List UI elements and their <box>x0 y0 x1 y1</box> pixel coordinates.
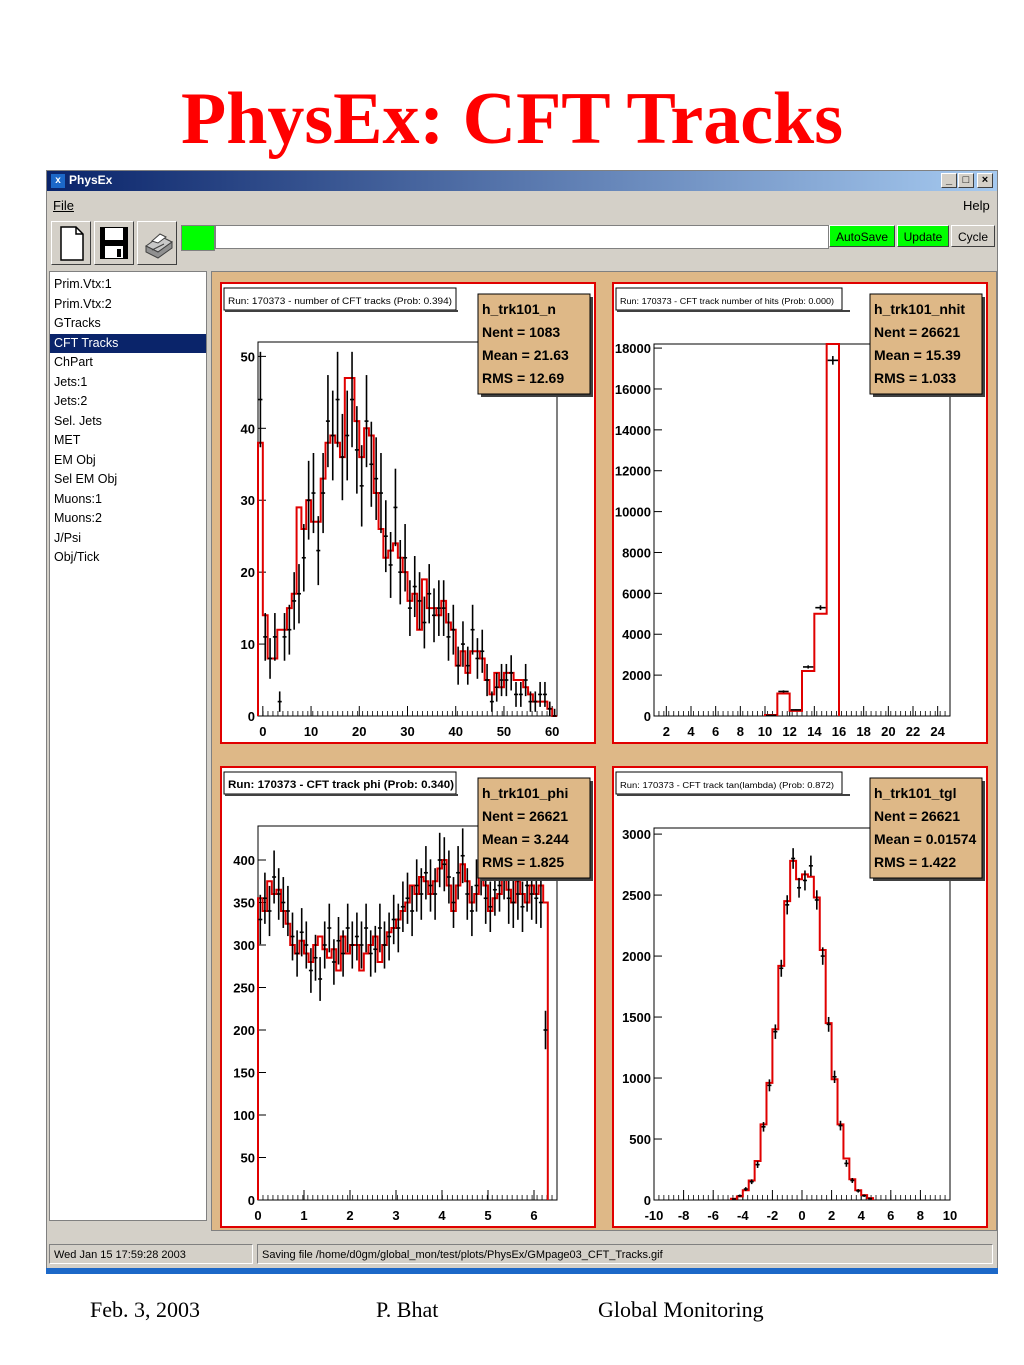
data-point <box>756 1161 760 1168</box>
stats-name: h_trk101_tgl <box>874 785 957 801</box>
x-tick-label: 3 <box>392 1208 400 1223</box>
close-icon[interactable]: × <box>977 173 993 188</box>
data-point <box>809 856 813 876</box>
x-tick-label: -4 <box>737 1208 749 1223</box>
plot-title-box <box>224 288 458 311</box>
reference-histogram-line <box>765 344 839 716</box>
x-tick-label: 5 <box>484 1208 492 1223</box>
data-point <box>485 664 489 696</box>
page-list-item[interactable]: Muons:1 <box>54 491 102 506</box>
data-point <box>815 605 825 610</box>
data-point <box>553 709 557 716</box>
data-point <box>779 960 783 977</box>
data-point <box>833 1071 837 1083</box>
data-point <box>326 375 330 467</box>
x-tick-label: 0 <box>798 1208 806 1223</box>
data-point <box>384 500 388 572</box>
data-point <box>785 895 789 914</box>
stats-rms: RMS = 1.825 <box>482 854 565 870</box>
data-point <box>277 868 281 920</box>
stats-nent: Nent = 26621 <box>874 808 960 824</box>
data-point <box>767 1079 771 1091</box>
plot-pad-tanlambda[interactable] <box>612 766 988 1228</box>
page-list-item[interactable]: EM Obj <box>54 452 96 467</box>
x-tick-label: 24 <box>930 724 945 739</box>
page-list-item[interactable]: Sel. Jets <box>54 413 102 428</box>
x-tick-label: 2 <box>827 1208 836 1223</box>
y-tick-label: 0 <box>643 709 651 724</box>
x-tick-label: 6 <box>530 1208 538 1223</box>
data-point <box>773 1024 777 1038</box>
data-point <box>466 647 470 685</box>
y-tick-label: 2000 <box>622 668 651 684</box>
x-tick-label: 14 <box>807 724 822 739</box>
data-point <box>791 848 795 869</box>
plot-frame <box>654 344 950 716</box>
stats-mean: Mean = 0.01574 <box>874 831 977 847</box>
slide-divider <box>46 1268 998 1274</box>
footer-topic: Global Monitoring <box>598 1297 764 1322</box>
x-tick-label: 6 <box>712 724 720 739</box>
data-point <box>350 921 354 968</box>
page-list-item[interactable]: Sel EM Obj <box>54 472 118 486</box>
minimize-icon[interactable]: _ <box>941 173 957 188</box>
x-tick-label: 20 <box>352 724 367 739</box>
plot-title-box <box>616 772 850 795</box>
data-point <box>451 605 455 655</box>
cycle-button[interactable]: Cycle <box>951 225 995 247</box>
x-tick-label: 18 <box>856 724 871 739</box>
status-datetime: Wed Jan 15 17:59:28 2003 <box>49 1244 253 1264</box>
y-tick-label: 400 <box>233 853 255 868</box>
data-point <box>374 437 378 520</box>
data-point <box>263 613 267 661</box>
x-tick-label: 12 <box>782 724 797 739</box>
plot-title-box <box>616 288 850 311</box>
x-tick-label: -6 <box>707 1208 719 1223</box>
page-list-item[interactable]: MET <box>54 433 81 447</box>
page-list-item[interactable]: GTracks <box>54 316 101 330</box>
reference-histogram-line <box>731 861 873 1200</box>
histogram-svg <box>222 768 594 1226</box>
data-point <box>387 913 391 961</box>
y-tick-label: 16000 <box>614 381 651 397</box>
stats-name: h_trk101_phi <box>482 785 569 801</box>
data-point <box>350 352 354 447</box>
progress-bar <box>215 225 829 249</box>
data-point <box>415 859 419 911</box>
page-list <box>49 271 207 1221</box>
y-tick-label: 14000 <box>614 422 651 438</box>
x-tick-label: 4 <box>857 1208 865 1223</box>
data-point <box>803 665 813 668</box>
data-point <box>408 580 412 636</box>
data-point <box>504 664 508 696</box>
update-button[interactable]: Update <box>897 225 949 247</box>
data-point <box>838 1121 842 1131</box>
data-point <box>345 391 349 481</box>
save-button[interactable] <box>94 221 134 265</box>
y-tick-label: 1000 <box>622 1071 651 1087</box>
data-point <box>302 524 306 591</box>
maximize-icon[interactable]: □ <box>958 173 974 188</box>
x-tick-label: 1 <box>300 1208 308 1223</box>
data-point <box>379 453 383 533</box>
y-tick-label: 18000 <box>614 341 651 357</box>
x-tick-label: 20 <box>881 724 896 739</box>
y-tick-label: 8000 <box>622 545 651 561</box>
y-tick-label: 4000 <box>622 627 651 643</box>
status-led <box>181 225 215 251</box>
data-point <box>475 638 479 679</box>
plot-pad-phi[interactable] <box>220 766 596 1228</box>
page-list-item[interactable]: Jets:2 <box>54 394 88 408</box>
data-point <box>273 613 277 661</box>
x-tick-label: 8 <box>736 724 744 739</box>
data-point <box>318 957 322 1001</box>
data-point <box>500 664 504 696</box>
y-tick-label: 6000 <box>622 586 651 602</box>
plot-pad-ntracks[interactable] <box>220 282 596 744</box>
y-tick-label: 200 <box>233 1023 255 1038</box>
plot-title: Run: 170373 - number of CFT tracks (Prob: 0.394) <box>228 296 452 307</box>
footer-author: P. Bhat <box>376 1297 439 1322</box>
x-tick-label: -10 <box>644 1208 664 1223</box>
data-point <box>316 516 320 585</box>
y-tick-label: 10000 <box>614 504 651 520</box>
plot-title-box <box>224 772 458 795</box>
stats-rms: RMS = 12.69 <box>482 370 565 386</box>
x-tick-label: 40 <box>448 724 463 739</box>
data-point <box>403 524 407 591</box>
y-tick-label: 350 <box>233 895 255 911</box>
page-list-item[interactable]: Obj/Tick <box>54 550 100 564</box>
plot-canvas <box>211 271 997 1231</box>
data-point <box>732 1198 736 1199</box>
x-tick-label: -2 <box>766 1208 779 1223</box>
plot-title: Run: 170373 - CFT track phi (Prob: 0.340) <box>228 779 455 791</box>
y-tick-label: 50 <box>240 349 255 365</box>
stats-nent: Nent = 1083 <box>482 324 561 340</box>
data-point <box>392 895 396 944</box>
data-point <box>297 564 301 623</box>
x-tick-label: 60 <box>544 724 560 739</box>
y-tick-label: 40 <box>240 421 255 437</box>
x-tick-label: 6 <box>887 1208 895 1223</box>
data-point <box>393 469 397 546</box>
menu-help[interactable]: Help <box>963 198 990 213</box>
data-point <box>868 1198 872 1199</box>
data-point <box>406 873 410 924</box>
y-tick-label: 12000 <box>614 463 651 479</box>
data-point <box>278 691 282 711</box>
menu-file[interactable]: File <box>53 198 74 213</box>
data-point <box>332 939 336 985</box>
x-tick-label: -8 <box>677 1208 690 1223</box>
x-tick-label: 2 <box>346 1208 354 1223</box>
data-point <box>446 613 450 661</box>
y-tick-label: 0 <box>247 1193 255 1208</box>
data-point <box>373 926 377 973</box>
data-point <box>419 868 423 920</box>
y-tick-label: 100 <box>233 1108 255 1123</box>
data-point <box>495 673 499 702</box>
stats-box <box>870 294 985 397</box>
slide-title: PhysEx: CFT Tracks <box>181 78 843 160</box>
printer-icon <box>138 222 176 264</box>
page-list-item[interactable]: Prim.Vtx:1 <box>54 277 112 291</box>
data-point <box>327 904 331 953</box>
data-point <box>827 1017 831 1032</box>
histogram-svg <box>614 768 986 1226</box>
reference-histogram-line <box>258 378 557 716</box>
page-list-item[interactable]: CFT Tracks <box>50 334 206 353</box>
stats-mean: Mean = 15.39 <box>874 347 961 363</box>
stats-box <box>478 778 593 881</box>
stats-rms: RMS = 1.033 <box>874 370 957 386</box>
x-tick-label: 4 <box>438 1208 446 1223</box>
data-point <box>418 572 422 630</box>
y-tick-label: 150 <box>233 1065 255 1081</box>
data-point <box>442 580 446 636</box>
x-tick-label: 0 <box>254 1208 262 1223</box>
x-tick-label: 16 <box>831 724 847 739</box>
app-icon: x <box>51 174 65 188</box>
data-point <box>432 588 436 642</box>
data-point <box>336 352 340 447</box>
data-point <box>272 850 276 903</box>
stats-name: h_trk101_nhit <box>874 301 966 317</box>
stats-rms: RMS = 1.422 <box>874 854 957 870</box>
plot-pad-nhits[interactable] <box>612 282 988 744</box>
page-list-item[interactable]: J/Psi <box>54 530 82 545</box>
data-point <box>509 655 513 690</box>
data-point <box>331 391 335 481</box>
data-point <box>389 532 393 598</box>
data-point <box>815 890 819 909</box>
data-point <box>778 690 788 692</box>
window-titlebar[interactable] <box>47 171 997 191</box>
new-document-button[interactable] <box>51 221 91 265</box>
plot-title: Run: 170373 - CFT track tan(lambda) (Prob: 0.872) <box>620 781 835 790</box>
data-point <box>268 638 272 679</box>
data-point <box>514 682 518 707</box>
data-point <box>844 1160 848 1167</box>
new-document-icon <box>52 222 90 264</box>
page-list-item[interactable]: Muons:2 <box>54 511 102 525</box>
data-point <box>295 930 299 976</box>
data-point <box>355 406 359 493</box>
data-point <box>519 682 523 707</box>
histogram-svg <box>614 284 986 742</box>
y-tick-label: 3000 <box>622 827 651 843</box>
data-point <box>292 572 296 630</box>
data-point <box>401 881 405 932</box>
data-point <box>398 540 402 604</box>
x-tick-label: 50 <box>496 724 512 739</box>
data-point <box>524 664 528 696</box>
data-point <box>340 414 344 500</box>
save-disk-icon <box>95 222 133 264</box>
data-point <box>480 630 484 673</box>
stats-box <box>870 778 985 881</box>
stats-nent: Nent = 26621 <box>482 808 568 824</box>
stats-mean: Mean = 3.244 <box>482 831 569 847</box>
x-tick-label: 0 <box>259 724 267 739</box>
y-tick-label: 20 <box>240 565 255 581</box>
stats-name: h_trk101_n <box>482 301 556 317</box>
data-point <box>471 605 475 655</box>
status-message: Saving file /home/d0gm/global_mon/test/plots/PhysEx/GMpage03_CFT_Tracks.gif <box>257 1244 993 1264</box>
footer-date: Feb. 3, 2003 <box>90 1297 200 1322</box>
data-point <box>365 375 369 467</box>
y-tick-label: 500 <box>629 1132 651 1148</box>
y-tick-label: 1500 <box>622 1010 651 1026</box>
x-tick-label: 10 <box>757 724 773 739</box>
y-tick-label: 300 <box>233 938 255 953</box>
x-tick-label: 2 <box>662 724 670 739</box>
x-tick-label: 30 <box>400 724 415 739</box>
y-tick-label: 30 <box>240 493 255 509</box>
stats-mean: Mean = 21.63 <box>482 347 569 363</box>
menu-bar <box>47 193 997 217</box>
x-tick-label: 22 <box>905 724 921 739</box>
data-point <box>413 556 417 617</box>
y-tick-label: 50 <box>240 1150 255 1166</box>
stats-box <box>478 294 593 397</box>
data-point <box>321 453 325 533</box>
x-tick-label: 8 <box>916 1208 925 1223</box>
plot-title: Run: 170373 - CFT track number of hits (Prob: 0.000) <box>620 297 835 306</box>
y-tick-label: 0 <box>247 709 255 724</box>
data-point <box>437 580 441 636</box>
y-tick-label: 250 <box>233 980 255 996</box>
page-list-item[interactable]: Jets:1 <box>54 374 88 389</box>
page-list-item[interactable]: Prim.Vtx:2 <box>54 296 112 311</box>
data-point <box>543 682 547 707</box>
data-point <box>791 709 801 710</box>
data-point <box>828 356 838 365</box>
data-point <box>422 597 426 649</box>
y-tick-label: 10 <box>240 637 255 653</box>
data-point <box>461 621 465 666</box>
data-point <box>456 647 460 685</box>
x-tick-label: 10 <box>303 724 319 739</box>
data-point <box>307 461 311 540</box>
data-point <box>287 605 291 655</box>
data-point <box>258 352 262 447</box>
y-tick-label: 0 <box>643 1193 651 1208</box>
data-point <box>429 859 433 911</box>
data-point <box>548 702 552 716</box>
data-point <box>797 878 801 898</box>
y-tick-label: 2000 <box>622 949 651 965</box>
data-point <box>323 921 327 968</box>
histogram-svg <box>222 284 594 742</box>
x-tick-label: 4 <box>687 724 695 739</box>
autosave-button[interactable]: AutoSave <box>829 225 895 247</box>
plot-frame <box>654 828 950 1200</box>
x-tick-label: 10 <box>942 1208 958 1223</box>
physex-window <box>46 170 998 1270</box>
page-list-item[interactable]: ChPart <box>54 355 93 369</box>
data-point <box>533 691 537 711</box>
data-point <box>369 422 373 507</box>
stats-nent: Nent = 26621 <box>874 324 960 340</box>
status-bar <box>47 1243 997 1265</box>
data-point <box>427 564 431 623</box>
print-button[interactable] <box>137 221 177 265</box>
window-title: PhysEx <box>69 173 113 187</box>
data-point <box>283 613 287 661</box>
data-point <box>538 682 542 707</box>
y-tick-label: 2500 <box>622 888 651 904</box>
